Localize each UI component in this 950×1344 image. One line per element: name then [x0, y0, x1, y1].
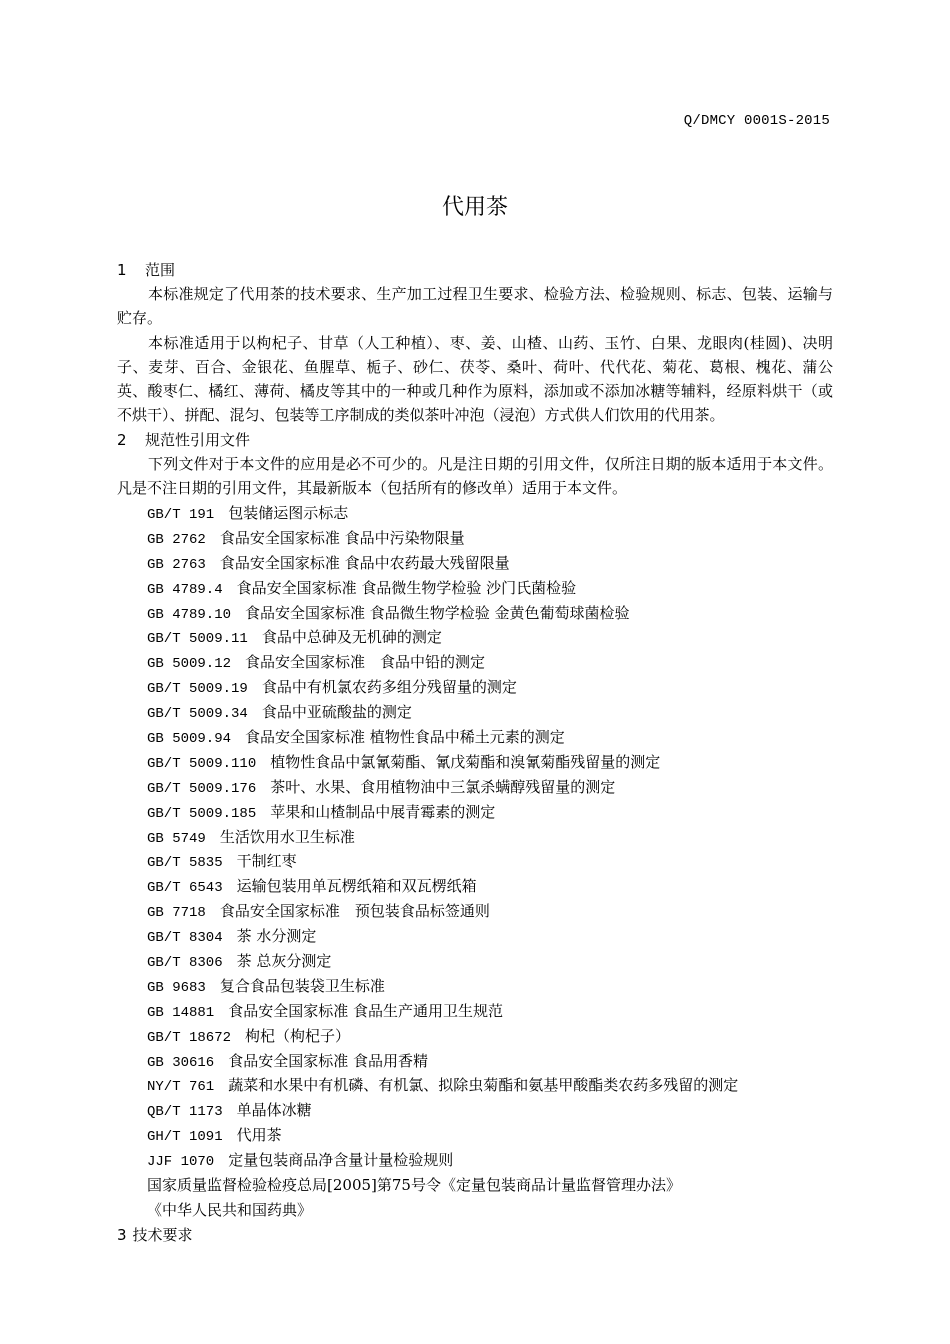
- reference-item: [117, 601, 833, 626]
- reference-title: 食品安全国家标准 食品微生物学检验 金黄色葡萄球菌检验: [245, 603, 630, 622]
- reference-title: 食品中总砷及无机砷的测定: [261, 628, 442, 647]
- reference-title: 运输包装用单瓦楞纸箱和双瓦楞纸箱: [236, 877, 477, 896]
- reference-code: GB/T 5009.110: [147, 755, 257, 772]
- document-body: [117, 258, 833, 1247]
- reference-code: GB/T 5009.19: [147, 681, 248, 698]
- reference-title: 食品安全国家标准 食品生产通用卫生规范: [228, 1001, 503, 1020]
- reference-code: GB 4789.10: [147, 606, 232, 623]
- reference-title: 生活饮用水卫生标准: [219, 827, 355, 846]
- reference-code: GB/T 8306: [147, 955, 223, 972]
- reference-title: 食品中有机氯农药多组分残留量的测定: [261, 678, 517, 697]
- reference-item: [117, 899, 833, 924]
- reference-code: NY/T 761: [147, 1079, 215, 1096]
- reference-code: GB 4789.4: [147, 581, 223, 598]
- reference-item: [117, 1024, 833, 1049]
- reference-item: [117, 551, 833, 576]
- reference-list: [117, 501, 833, 1223]
- reference-title: 食品安全国家标准 植物性食品中稀土元素的测定: [245, 728, 565, 747]
- reference-title: 包装储运图示标志: [228, 504, 349, 522]
- section-title: 技术要求: [132, 1225, 193, 1244]
- reference-item: [117, 675, 833, 700]
- reference-item: [117, 949, 833, 974]
- reference-code: GB 2762: [147, 531, 206, 548]
- reference-item: [117, 625, 833, 650]
- section-number: 3: [117, 1225, 127, 1244]
- reference-item: [117, 1098, 833, 1123]
- reference-title: 食品安全国家标准 食品微生物学检验 沙门氏菌检验: [236, 578, 577, 597]
- reference-title: 复合食品包装袋卫生标准: [219, 976, 385, 995]
- reference-code: GB 5749: [147, 830, 206, 847]
- reference-code: GB/T 5009.11: [147, 631, 248, 648]
- reference-title: 茶叶、水果、食用植物油中三氯杀螨醇残留量的测定: [270, 777, 616, 796]
- reference-code: GB 9683: [147, 979, 206, 996]
- reference-code: GB 7718: [147, 905, 206, 922]
- reference-code: GB/T 6543: [147, 880, 223, 897]
- reference-item: [117, 974, 833, 999]
- reference-code: GB/T 5009.34: [147, 706, 248, 723]
- reference-item: [117, 700, 833, 725]
- document-title: 代用茶: [441, 195, 508, 220]
- reference-title: 《中华人民共和国药典》: [147, 1200, 313, 1219]
- reference-item: [117, 1123, 833, 1148]
- reference-code: GB/T 18672: [147, 1029, 232, 1046]
- reference-code: GB 5009.94: [147, 731, 232, 748]
- reference-item: [117, 1173, 833, 1198]
- section-3-heading: [117, 1223, 833, 1247]
- reference-item: [117, 576, 833, 601]
- reference-title: 食品安全国家标准 食品中铅的测定: [245, 653, 486, 672]
- reference-title: 食品中亚硫酸盐的测定: [261, 703, 412, 722]
- reference-item: [117, 1073, 833, 1098]
- reference-code: GB/T 8304: [147, 930, 223, 947]
- reference-item: [117, 725, 833, 750]
- reference-title: 定量包装商品净含量计量检验规则: [228, 1151, 454, 1170]
- reference-code: GB/T 5009.176: [147, 780, 257, 797]
- reference-title: 干制红枣: [236, 852, 297, 871]
- reference-code: GB 2763: [147, 556, 206, 573]
- document-code: Q/DMCY 0001S-2015: [683, 113, 830, 129]
- reference-item: [117, 849, 833, 874]
- reference-code: GB 14881: [147, 1004, 215, 1021]
- reference-item: [117, 526, 833, 551]
- reference-title: 食品安全国家标准 预包装食品标签通则: [219, 902, 490, 921]
- reference-title: 茶 水分测定: [236, 927, 317, 946]
- reference-code: GB 5009.12: [147, 656, 232, 673]
- references-intro: 下列文件对于本文件的应用是必不可少的。凡是注日期的引用文件，仅所注日期的版本适用于本文件。凡是不注日期的引用文件，其最新版本（包括所有的修改单）适用于本文件。: [117, 455, 833, 497]
- reference-item: [117, 650, 833, 675]
- reference-item: [117, 800, 833, 825]
- reference-item: [117, 501, 833, 526]
- section-number: 1: [117, 261, 127, 279]
- reference-title: 食品安全国家标准 食品中污染物限量: [219, 528, 465, 547]
- reference-title: 单晶体冰糖: [236, 1101, 312, 1120]
- reference-code: GH/T 1091: [147, 1129, 223, 1146]
- reference-code: GB/T 191: [147, 507, 215, 523]
- reference-title: 国家质量监督检验检疫总局[2005]第75号令《定量包装商品计量监督管理办法》: [147, 1176, 681, 1195]
- reference-code: JJF 1070: [147, 1154, 215, 1171]
- reference-title: 代用茶: [236, 1126, 282, 1145]
- reference-code: GB/T 5835: [147, 855, 223, 872]
- reference-item: [117, 999, 833, 1024]
- reference-title: 枸杞（枸杞子）: [245, 1026, 351, 1045]
- reference-title: 蔬菜和水果中有机磷、有机氯、拟除虫菊酯和氨基甲酸酯类农药多残留的测定: [228, 1076, 739, 1095]
- reference-item: [117, 874, 833, 899]
- section-2-heading: [117, 428, 833, 452]
- reference-code: GB/T 5009.185: [147, 805, 257, 822]
- section-1-heading: [117, 258, 833, 282]
- reference-code: GB 30616: [147, 1054, 215, 1071]
- reference-item: [117, 924, 833, 949]
- reference-item: [117, 1198, 833, 1223]
- reference-item: [117, 750, 833, 775]
- reference-title: 植物性食品中氯氰菊酯、氰戊菊酯和溴氰菊酯残留量的测定: [270, 752, 661, 771]
- section-number: 2: [117, 431, 127, 449]
- reference-title: 食品安全国家标准 食品用香精: [228, 1051, 428, 1070]
- reference-item: [117, 775, 833, 800]
- reference-code: QB/T 1173: [147, 1104, 223, 1121]
- scope-paragraph-1: 本标准规定了代用茶的技术要求、生产加工过程卫生要求、检验方法、检验规则、标志、包装、运输与贮存。: [117, 285, 833, 327]
- reference-item: [117, 825, 833, 850]
- section-title: 规范性引用文件: [145, 431, 251, 449]
- reference-title: 苹果和山楂制品中展青霉素的测定: [270, 802, 496, 821]
- reference-item: [117, 1148, 833, 1173]
- scope-paragraph-2: 本标准适用于以枸杞子、甘草（人工种植）、枣、姜、山楂、山药、玉竹、白果、龙眼肉(桂圆)、决明子、麦芽、百合、金银花、鱼腥草、栀子、砂仁、茯苓、桑叶、荷叶、代代花、菊花、葛根、槐花、蒲公英、酸枣仁、橘红、薄荷、橘皮等其中的一种或几种作为原料，添加或不添加冰糖等辅料，经原料烘干（或不烘干）、拼配、混匀、包装等工序制成的类似茶叶冲泡（浸泡）方式供人们饮用的代用茶。: [117, 334, 833, 424]
- reference-item: [117, 1049, 833, 1074]
- section-title: 范围: [145, 261, 176, 279]
- reference-title: 茶 总灰分测定: [236, 952, 332, 971]
- reference-title: 食品安全国家标准 食品中农药最大残留限量: [219, 553, 510, 572]
